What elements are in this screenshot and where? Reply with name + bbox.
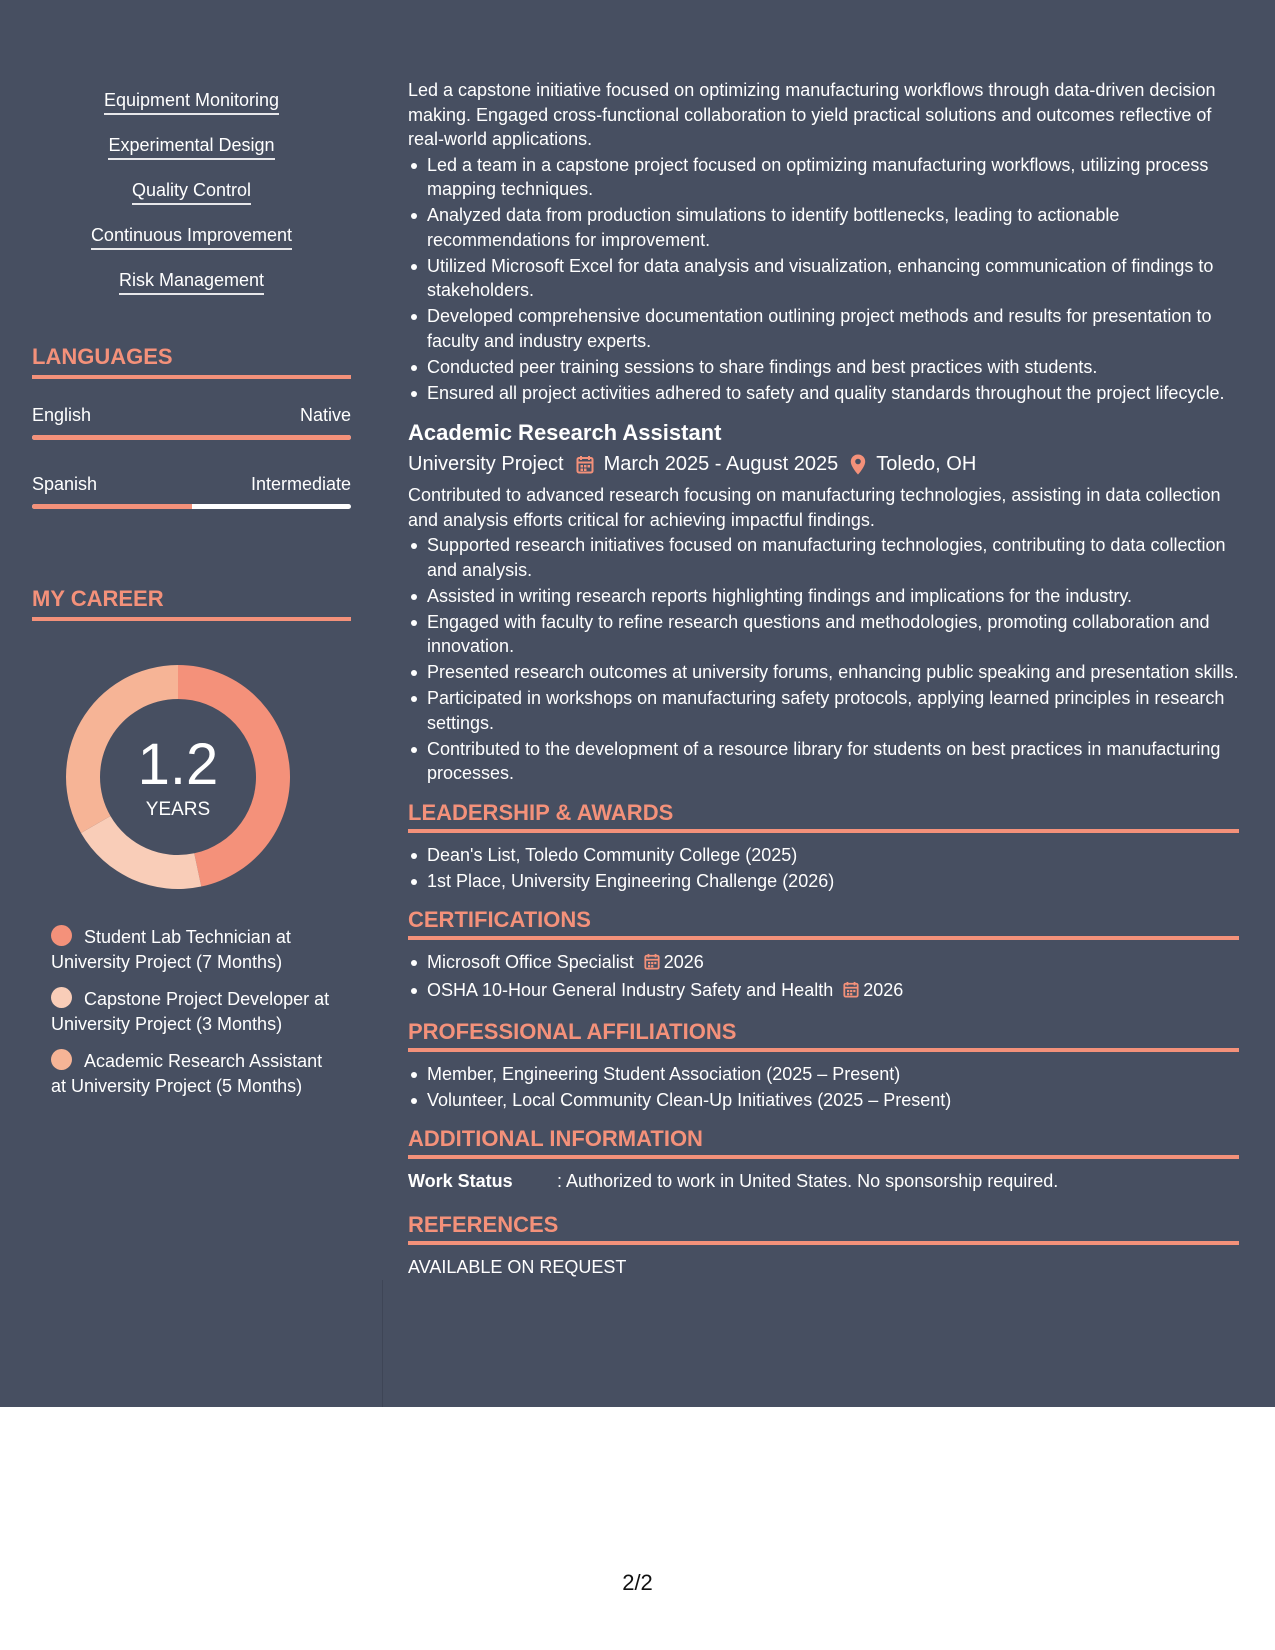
bullet-item: Assisted in writing research reports highlighting findings and implications for the industry. (408, 584, 1239, 609)
certification-item (408, 978, 1239, 1005)
certifications-list (408, 950, 1239, 1005)
language-name: Spanish (32, 474, 98, 494)
affiliation-item: Volunteer, Local Community Clean-Up Initiatives (2025 – Present) (408, 1088, 1239, 1113)
capstone-bullets (408, 153, 1239, 406)
calendar-icon (843, 980, 859, 1005)
job-dates: March 2025 - August 2025 (603, 453, 839, 475)
job-org: University Project (408, 453, 564, 475)
bullet-item: Participated in workshops on manufacturing safety protocols, applying learned principles in research settings. (408, 686, 1239, 735)
career-legend-text: Capstone Project Developer at University Project (3 Months) (51, 989, 330, 1034)
skill-label: Quality Control (132, 178, 251, 205)
bullet-item: Developed comprehensive documentation outlining project methods and results for presentation to faculty and industry experts. (408, 304, 1239, 353)
award-item: 1st Place, University Engineering Challenge (2026) (408, 869, 1239, 894)
main-content (408, 78, 1239, 1279)
bullet-item: Analyzed data from production simulations to identify bottlenecks, leading to actionable recommendations for improvement. (408, 203, 1239, 252)
bullet-item: Led a team in a capstone project focused on optimizing manufacturing workflows, utilizing process mapping techniques. (408, 153, 1239, 202)
career-legend-item (51, 1049, 341, 1098)
bullet-item: Engaged with faculty to refine research questions and methodologies, promoting collaboration and innovation. (408, 610, 1239, 659)
skill-item (32, 268, 351, 313)
language-bar-fill (32, 504, 192, 509)
additional-info-heading: ADDITIONAL INFORMATION (408, 1126, 1239, 1159)
references-text: AVAILABLE ON REQUEST (408, 1256, 627, 1277)
language-bar (32, 504, 351, 509)
research-summary: Contributed to advanced research focusing on manufacturing technologies, assisting in data collection and analysis efforts critical for achieving impactful findings. (408, 485, 1221, 530)
skill-item (32, 133, 351, 178)
donut-slice (81, 816, 201, 889)
legend-dot (51, 1049, 72, 1070)
affiliations-list (408, 1062, 1239, 1113)
certification-year: 2026 (863, 980, 904, 1000)
affiliation-item: Member, Engineering Student Association (2025 – Present) (408, 1062, 1239, 1087)
bullet-item: Presented research outcomes at university forums, enhancing public speaking and presentation skills. (408, 660, 1239, 685)
career-legend-item (51, 925, 341, 974)
language-spanish (32, 473, 351, 509)
skills-list (32, 88, 351, 313)
language-level: Intermediate (250, 474, 351, 494)
leadership-list (408, 843, 1239, 894)
leadership-heading: LEADERSHIP & AWARDS (408, 800, 1239, 833)
career-legend-text: Student Lab Technician at University Project (7 Months) (51, 927, 291, 972)
affiliations-heading: PROFESSIONAL AFFILIATIONS (408, 1019, 1239, 1052)
legend-dot (51, 925, 72, 946)
job-title: Academic Research Assistant (408, 420, 722, 445)
page-number: 2/2 (622, 1570, 653, 1595)
career-total-value: 1.2 (137, 732, 219, 797)
career-heading: MY CAREER (32, 586, 351, 621)
skill-label: Risk Management (119, 268, 264, 295)
certification-name: Microsoft Office Specialist (427, 952, 634, 972)
research-bullets (408, 533, 1239, 786)
language-bar-fill (32, 435, 351, 440)
bullet-item: Conducted peer training sessions to share findings and best practices with students. (408, 355, 1239, 380)
skill-label: Continuous Improvement (91, 223, 292, 250)
skill-label: Experimental Design (108, 133, 274, 160)
career-donut-chart (66, 665, 290, 889)
certification-year: 2026 (663, 952, 704, 972)
language-name: English (32, 405, 92, 425)
bullet-item: Ensured all project activities adhered to safety and quality standards throughout the project lifecycle. (408, 381, 1239, 406)
career-legend (51, 925, 341, 1111)
skill-label: Equipment Monitoring (104, 88, 279, 115)
capstone-summary: Led a capstone initiative focused on optimizing manufacturing workflows through data-driven decision making. Engaged cross-functional collaboration to yield practical solutions and outcomes reflective of real-world applications. (408, 80, 1216, 149)
calendar-icon (644, 952, 660, 977)
job-location: Toledo, OH (876, 453, 977, 475)
references-heading: REFERENCES (408, 1212, 1239, 1245)
skill-item (32, 88, 351, 133)
bullet-item: Contributed to the development of a resource library for students on best practices in manufacturing processes. (408, 737, 1239, 786)
legend-dot (51, 987, 72, 1008)
bullet-item: Utilized Microsoft Excel for data analysis and visualization, enhancing communication of findings to stakeholders. (408, 254, 1239, 303)
career-legend-item (51, 987, 341, 1036)
skill-item (32, 178, 351, 223)
calendar-icon (576, 455, 594, 474)
work-status-label: Work Status (408, 1171, 513, 1191)
column-divider (382, 1280, 383, 1407)
language-english (32, 404, 351, 440)
award-item: Dean's List, Toledo Community College (2025) (408, 843, 1239, 868)
language-bar (32, 435, 351, 440)
certification-item (408, 950, 1239, 977)
certifications-heading: CERTIFICATIONS (408, 907, 1239, 940)
career-legend-text: Academic Research Assistant at University Project (5 Months) (51, 1051, 323, 1096)
languages-heading: LANGUAGES (32, 344, 351, 379)
bullet-item: Supported research initiatives focused on manufacturing technologies, contributing to data collection and analysis. (408, 533, 1239, 582)
work-status-row (408, 1169, 1239, 1194)
map-pin-icon (850, 454, 866, 475)
job-meta (408, 451, 1239, 477)
skill-item (32, 223, 351, 268)
certification-name: OSHA 10-Hour General Industry Safety and Health (427, 980, 834, 1000)
language-level: Native (299, 405, 351, 425)
work-status-value: : Authorized to work in United States. No sponsorship required. (557, 1171, 1059, 1191)
career-total-unit: YEARS (145, 799, 211, 820)
